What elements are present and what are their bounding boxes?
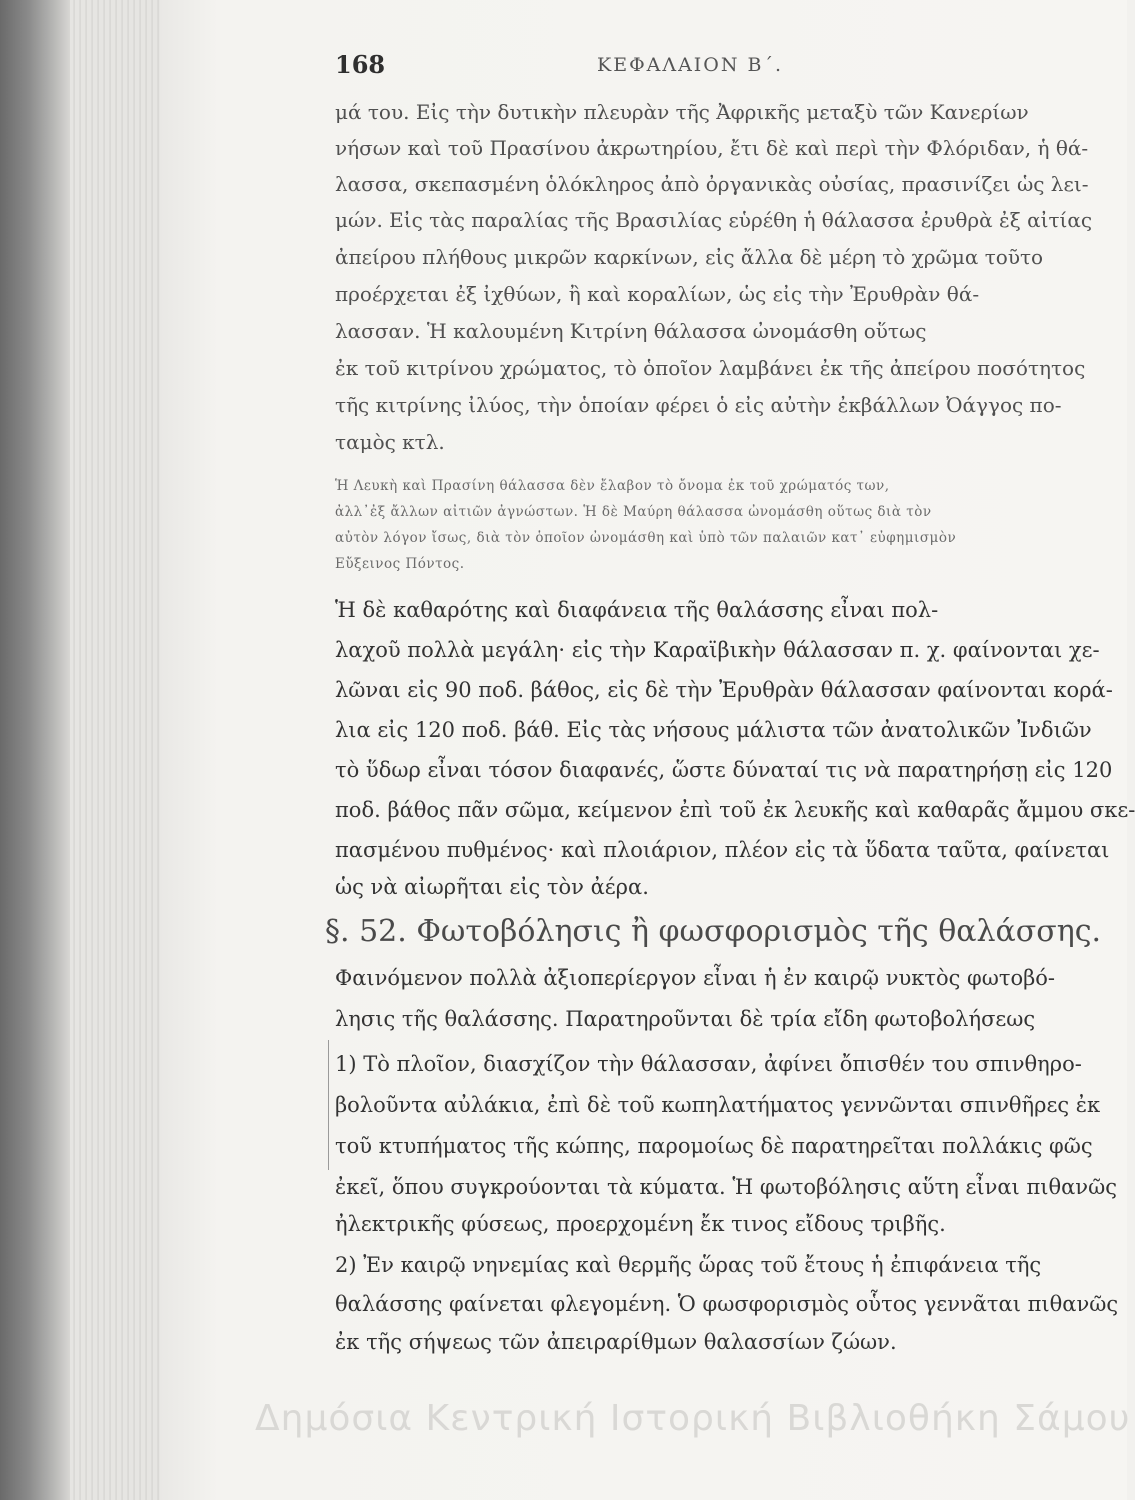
- text-line: 2) Ἐν καιρῷ νηνεμίας καὶ θερμῆς ὥρας τοῦ ἔτους ἡ ἐπιφάνεια τῆς: [335, 1253, 1042, 1277]
- page-edges: [70, 0, 160, 1500]
- running-head: ΚΕΦΑΛΑΙΟΝ Β΄.: [597, 54, 784, 76]
- text-line: βολοῦντα αὐλάκια, ἐπὶ δὲ τοῦ κωπηλατήματος γεννῶνται σπινθῆρες ἐκ: [335, 1093, 1101, 1117]
- text-line: λαχοῦ πολλὰ μεγάλη· εἰς τὴν Καραϊβικὴν θάλασσαν π. χ. φαίνονται χε-: [335, 638, 1100, 662]
- text-line: ταμὸς κτλ.: [335, 430, 445, 454]
- footnote-line: ἀλλ᾽ἐξ ἄλλων αἰτιῶν ἀγνώστων. Ἡ δὲ Μαύρη θάλασσα ὠνομάσθη οὕτως διὰ τὸν: [335, 504, 932, 520]
- text-line: ὡς νὰ αἰωρῆται εἰς τὸν ἀέρα.: [335, 875, 649, 899]
- margin-mark: [328, 1040, 329, 1170]
- text-line: λησις τῆς θαλάσσης. Παρατηροῦνται δὲ τρία εἴδη φωτοβολήσεως: [335, 1007, 1036, 1031]
- text-line: λασσαν. Ἡ καλουμένη Κιτρίνη θάλασσα ὠνομάσθη οὕτως: [335, 319, 927, 343]
- text-line: ἐκεῖ, ὅπου συγκρούονται τὰ κύματα. Ἡ φωτοβόλησις αὕτη εἶναι πιθανῶς: [335, 1175, 1117, 1199]
- text-line: τοῦ κτυπήματος τῆς κώπης, παρομοίως δὲ παρατηρεῖται πολλάκις φῶς: [335, 1134, 1093, 1158]
- text-line: ἐκ τῆς σήψεως τῶν ἀπειραρίθμων θαλασσίων ζώων.: [335, 1330, 897, 1354]
- text-line: 1) Τὸ πλοῖον, διασχίζον τὴν θάλασσαν, ἀφίνει ὄπισθέν του σπινθηρο-: [335, 1052, 1082, 1076]
- text-line: νήσων καὶ τοῦ Πρασίνου ἀκρωτηρίου, ἔτι δὲ καὶ περὶ τὴν Φλόριδαν, ἡ θά-: [335, 136, 1089, 160]
- text-line: τὸ ὕδωρ εἶναι τόσον διαφανές, ὥστε δύναταί τις νὰ παρατηρήσῃ εἰς 120: [335, 758, 1113, 782]
- text-line: θαλάσσης φαίνεται φλεγομένη. Ὁ φωσφορισμὸς οὗτος γεννᾶται πιθανῶς: [335, 1292, 1119, 1316]
- text-line: ποδ. βάθος πᾶν σῶμα, κείμενον ἐπὶ τοῦ ἐκ λευκῆς καὶ καθαρᾶς ἄμμου σκε-: [335, 798, 1135, 822]
- text-line: προέρχεται ἐξ ἰχθύων, ἢ καὶ κοραλίων, ὡς εἰς τὴν Ἐρυθρὰν θά-: [335, 282, 980, 306]
- page-number: 168: [335, 50, 386, 79]
- footnote-line: Ἡ Λευκὴ καὶ Πρασίνη θάλασσα δὲν ἔλαβον τὸ ὄνομα ἐκ τοῦ χρώματός των,: [335, 478, 890, 494]
- page-header: [335, 50, 1095, 90]
- text-line: μά του. Εἰς τὴν δυτικὴν πλευρὰν τῆς Ἀφρικῆς μεταξὺ τῶν Κανερίων: [335, 100, 1029, 124]
- footnote-line: αὐτὸν λόγον ἴσως, διὰ τὸν ὁποῖον ὠνομάσθη καὶ ὑπὸ τῶν παλαιῶν κατ᾽ εὐφημισμὸν: [335, 530, 957, 546]
- text-line: ἠλεκτρικῆς φύσεως, προερχομένη ἔκ τινος εἴδους τριβῆς.: [335, 1212, 946, 1236]
- text-line: Φαινόμενον πολλὰ ἀξιοπερίεργον εἶναι ἡ ἐν καιρῷ νυκτὸς φωτοβό-: [335, 966, 1056, 990]
- text-line: πασμένου πυθμένος· καὶ πλοιάριον, πλέον εἰς τὰ ὕδατα ταῦτα, φαίνεται: [335, 838, 1110, 862]
- section-heading: §. 52. Φωτοβόλησις ἢ φωσφορισμὸς τῆς θαλάσσης.: [325, 914, 1102, 949]
- text-line: Ἡ δὲ καθαρότης καὶ διαφάνεια τῆς θαλάσσης εἶναι πολ-: [335, 598, 939, 622]
- text-line: λῶναι εἰς 90 ποδ. βάθος, εἰς δὲ τὴν Ἐρυθρὰν θάλασσαν φαίνονται κορά-: [335, 678, 1113, 702]
- book-spine-shadow: [0, 0, 70, 1500]
- text-line: ἀπείρου πλήθους μικρῶν καρκίνων, εἰς ἄλλα δὲ μέρη τὸ χρῶμα τοῦτο: [335, 245, 1044, 269]
- text-line: τῆς κιτρίνης ἰλύος, τὴν ὁποίαν φέρει ὁ εἰς αὐτὴν ἐκβάλλων Ὀάγγος πο-: [335, 393, 1062, 417]
- text-line: λασσα, σκεπασμένη ὁλόκληρος ἀπὸ ὀργανικὰς οὐσίας, πρασινίζει ὡς λει-: [335, 172, 1089, 196]
- footnote-line: Εὔξεινος Πόντος.: [335, 556, 465, 572]
- text-line: ἐκ τοῦ κιτρίνου χρώματος, τὸ ὁποῖον λαμβάνει ἐκ τῆς ἀπείρου ποσότητος: [335, 356, 1086, 380]
- text-line: μών. Εἰς τὰς παραλίας τῆς Βρασιλίας εὑρέθη ἡ θάλασσα ἐρυθρὰ ἐξ αἰτίας: [335, 208, 1093, 232]
- library-watermark: Δημόσια Κεντρική Ιστορική Βιβλιοθήκη Σάμου: [255, 1398, 1131, 1439]
- text-line: λια εἰς 120 ποδ. βάθ. Εἰς τὰς νήσους μάλιστα τῶν ἀνατολικῶν Ἰνδιῶν: [335, 718, 1092, 742]
